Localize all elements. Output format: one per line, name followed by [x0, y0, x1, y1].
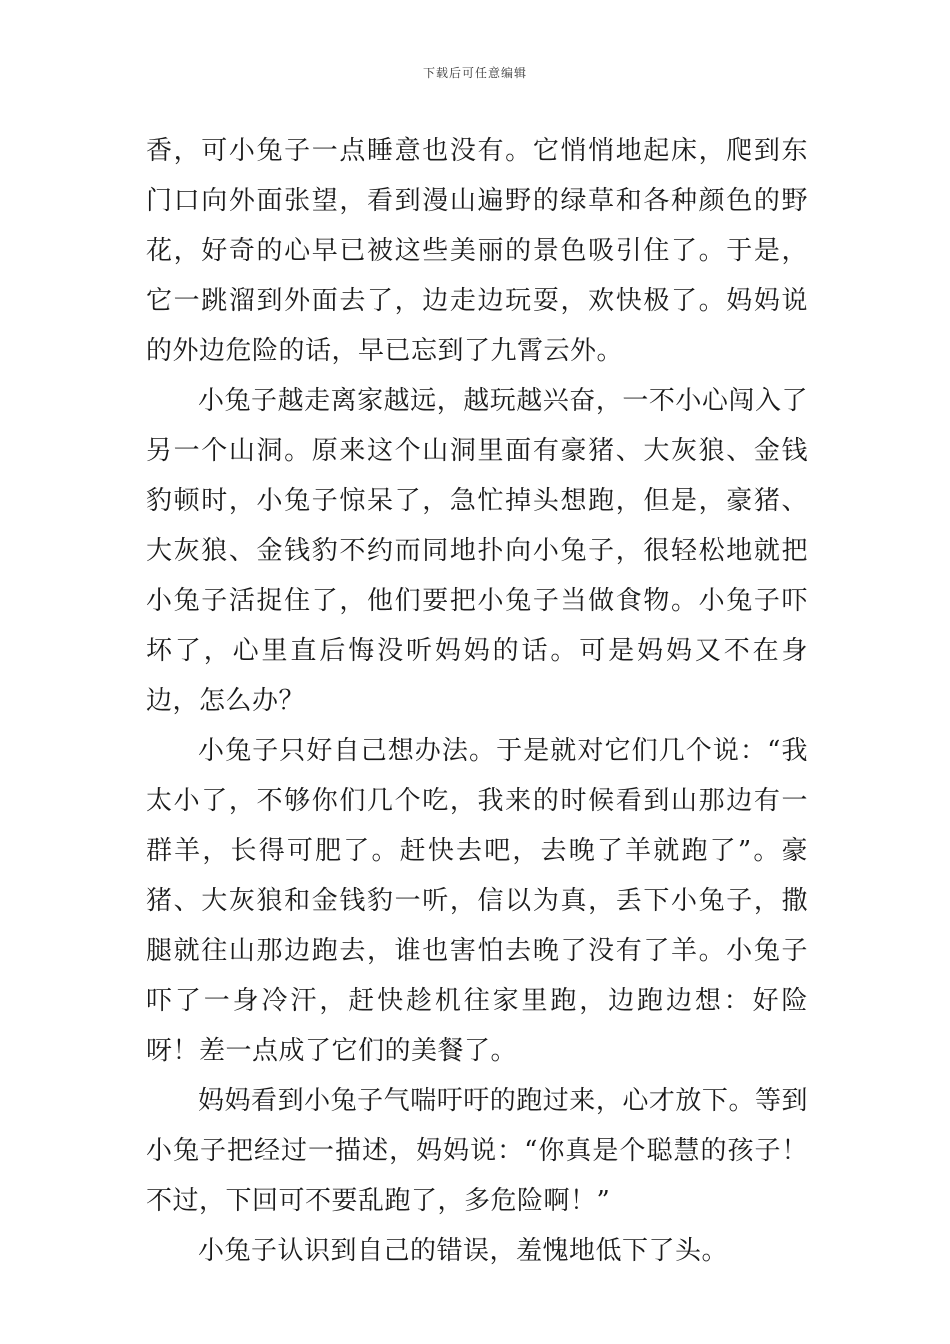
- page-header: 下载后可任意编辑: [422, 66, 527, 80]
- paragraph-5: 小兔子认识到自己的错误，羞愧地低下了头。: [198, 1236, 729, 1266]
- paragraph-2: 小兔子越走离家越远，越玩越兴奋，一不小心闯入了另一个山洞。原来这个山洞里面有豪猪、大灰狼、金钱豹顿时，小兔子惊呆了，急忙掉头想跑，但是，豪猪、大灰狼、金钱豹不约而同地扑向小兔子，很轻松地就把小兔子活捉住了，他们要把小兔子当做食物。小兔子吓坏了，心里直后悔没听妈妈的话。可是妈妈又不在身边，怎么办？: [146, 386, 808, 716]
- paragraph-3: 小兔子只好自己想办法。于是就对它们几个说：“我太小了，不够你们几个吃，我来的时候看到山那边有一群羊，长得可肥了。赶快去吧，去晚了羊就跑了”。豪猪、大灰狼和金钱豹一听，信以为真，丢下小兔子，撒腿就往山那边跑去，谁也害怕去晚了没有了羊。小兔子吓了一身冷汗，赶快趁机往家里跑，边跑边想：好险呀！差一点成了它们的美餐了。: [146, 736, 808, 1066]
- paragraph-1: 香，可小兔子一点睡意也没有。它悄悄地起床，爬到东门口向外面张望，看到漫山遍野的绿草和各种颜色的野花，好奇的心早已被这些美丽的景色吸引住了。于是，它一跳溜到外面去了，边走边玩耍，欢快极了。妈妈说的外边危险的话，早已忘到了九霄云外。: [146, 136, 808, 366]
- paragraph-4: 妈妈看到小兔子气喘吁吁的跑过来，心才放下。等到小兔子把经过一描述，妈妈说：“你真是个聪慧的孩子！不过，下回可不要乱跑了，多危险啊！”: [146, 1086, 808, 1216]
- document-body: [146, 126, 808, 1276]
